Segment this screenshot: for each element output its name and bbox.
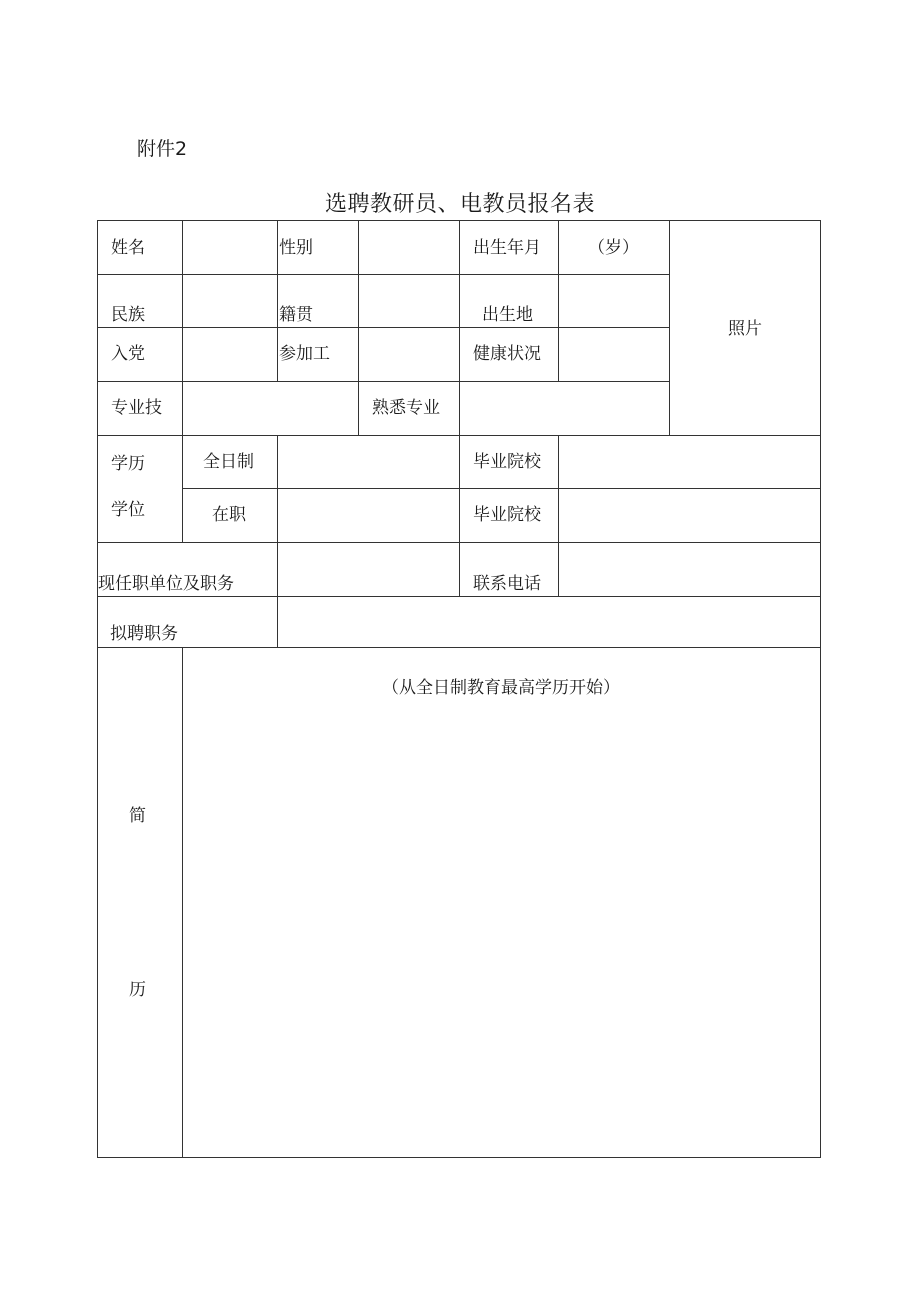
birthplace-label: 出生地 xyxy=(482,305,533,325)
fulltime-degree-value-cell[interactable] xyxy=(278,436,459,488)
name-label: 姓名 xyxy=(111,238,145,258)
inservice-school-label: 毕业院校 xyxy=(473,505,541,525)
familiar-specialty-value-cell[interactable] xyxy=(460,382,669,435)
fulltime-label: 全日制 xyxy=(203,452,254,472)
ethnicity-value-cell[interactable] xyxy=(183,275,277,327)
inservice-school-value-cell[interactable] xyxy=(559,489,820,542)
name-value-cell[interactable] xyxy=(183,221,277,274)
age-hint: （岁） xyxy=(588,238,639,258)
gender-value-cell[interactable] xyxy=(359,221,459,274)
health-label: 健康状况 xyxy=(473,344,541,364)
grid-line xyxy=(820,220,821,1158)
photo-label: 照片 xyxy=(728,319,762,339)
familiar-specialty-label: 熟悉专业 xyxy=(372,398,440,418)
fulltime-school-label: 毕业院校 xyxy=(473,452,541,472)
resume-hint: （从全日制教育最高学历开始） xyxy=(382,678,620,698)
resume-value-area[interactable] xyxy=(183,700,820,1157)
resume-label-bottom: 历 xyxy=(129,980,146,1000)
birth-date-label: 出生年月 xyxy=(473,238,541,258)
form-title: 选聘教研员、电教员报名表 xyxy=(324,192,595,217)
work-start-label: 参加工 xyxy=(279,344,330,364)
work-start-value-cell[interactable] xyxy=(359,328,459,381)
intended-position-value-cell[interactable] xyxy=(278,597,820,647)
ethnicity-label: 民族 xyxy=(111,305,145,325)
education-label: 学历 xyxy=(111,454,145,474)
grid-line xyxy=(277,220,278,381)
birthplace-value-cell[interactable] xyxy=(559,275,669,327)
professional-title-label: 专业技 xyxy=(111,398,162,418)
party-join-label: 入党 xyxy=(111,344,145,364)
fulltime-school-value-cell[interactable] xyxy=(559,436,820,488)
intended-position-label: 拟聘职务 xyxy=(110,624,178,644)
attachment-label: 附件2 xyxy=(137,138,188,160)
grid-line xyxy=(97,1157,821,1158)
phone-label: 联系电话 xyxy=(473,574,541,594)
professional-title-value-cell[interactable] xyxy=(183,382,358,435)
native-place-label: 籍贯 xyxy=(279,305,313,325)
grid-line xyxy=(97,220,98,1158)
resume-label-top: 简 xyxy=(129,806,146,826)
current-unit-value-cell[interactable] xyxy=(278,543,459,596)
gender-label: 性别 xyxy=(279,238,313,258)
degree-label: 学位 xyxy=(111,500,145,520)
party-join-value-cell[interactable] xyxy=(183,328,277,381)
inservice-degree-value-cell[interactable] xyxy=(278,489,459,542)
native-place-value-cell[interactable] xyxy=(359,275,459,327)
grid-line xyxy=(669,220,670,435)
current-unit-label: 现任职单位及职务 xyxy=(98,574,234,594)
inservice-label: 在职 xyxy=(212,505,246,525)
grid-line xyxy=(97,647,821,648)
phone-value-cell[interactable] xyxy=(559,543,820,596)
health-value-cell[interactable] xyxy=(559,328,669,381)
